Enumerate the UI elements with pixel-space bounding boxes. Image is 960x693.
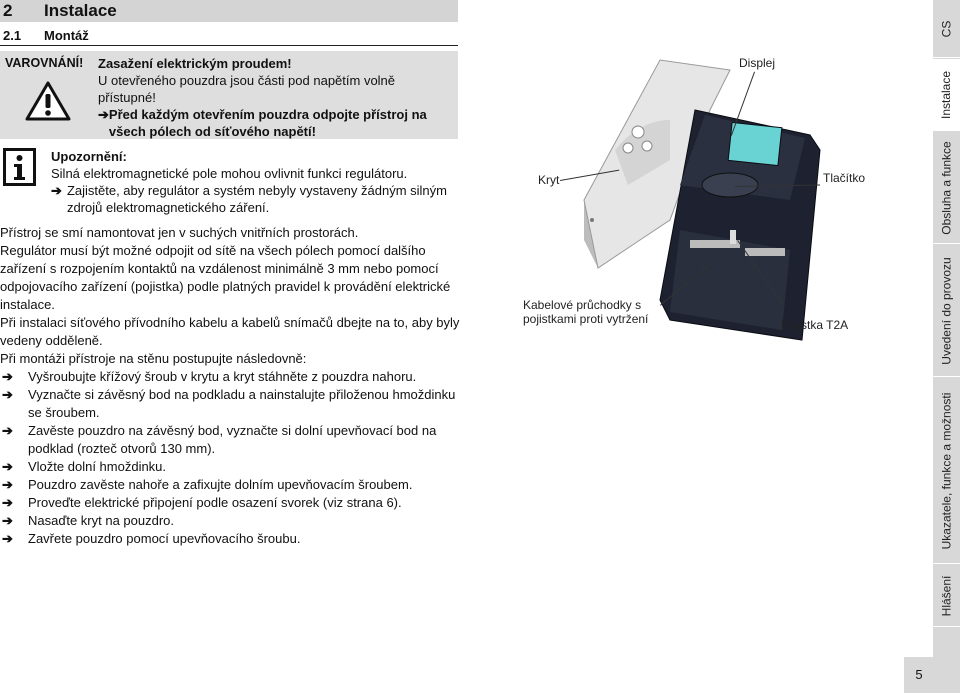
note-heading: Upozornění: [51, 149, 127, 164]
chapter-title: Instalace [44, 1, 117, 20]
main-text [0, 224, 460, 548]
label-cover: Kryt [538, 173, 560, 187]
warning-triangle-icon [25, 81, 71, 121]
arrow-icon: ➔ [2, 495, 13, 510]
warning-instruction: Před každým otevřením pouzdra odpojte přístroj na všech pólech od síťového napětí! [108, 107, 427, 139]
label-fuse: Pojistka T2A [781, 318, 849, 332]
step-item [0, 512, 460, 530]
chapter-number: 2 [3, 1, 13, 20]
step-item [0, 368, 460, 386]
step-text: Zavěste pouzdro na závěsný bod, vyznačte si dolní upevňovací bod na podklad (rozteč otvorů 130 mm). [28, 423, 437, 456]
tab-label: Instalace [939, 70, 954, 119]
chapter-heading [0, 0, 458, 22]
arrow-icon: ➔ [2, 369, 13, 384]
note-instruction: Zajistěte, aby regulátor a systém nebyly vystaveny žádným silným zdrojů elektromagnetického záření. [66, 183, 447, 215]
step-item [0, 494, 460, 512]
paragraph: Přístroj se smí namontovat jen v suchých vnitřních prostorách. [0, 225, 359, 240]
step-item [0, 386, 460, 422]
warning-text: U otevřeného pouzdra jsou části pod napětím volně přístupné! [98, 73, 396, 105]
section-number: 2.1 [3, 28, 22, 43]
tab-label: Hlášení [939, 575, 954, 616]
warning-heading: Zasažení elektrickým proudem! [98, 56, 292, 71]
tab-cs[interactable] [933, 0, 960, 58]
step-text: Proveďte elektrické připojení podle osazení svorek (viz strana 6). [28, 495, 402, 510]
step-item [0, 476, 460, 494]
step-text: Nasaďte kryt na pouzdro. [28, 513, 175, 528]
step-item [0, 530, 460, 548]
arrow-icon: ➔ [51, 183, 62, 198]
tab-indicators[interactable] [933, 378, 960, 564]
warning-label: VAROVNÁNÍ! [5, 56, 84, 70]
info-icon [3, 148, 36, 186]
arrow-icon: ➔ [98, 107, 109, 122]
tab-operation[interactable] [933, 132, 960, 244]
section-title: Montáž [44, 28, 89, 43]
label-display: Displej [739, 56, 776, 70]
tab-commissioning[interactable] [933, 245, 960, 377]
tab-label: Uvedení do provozu [939, 256, 954, 365]
tab-label: CS [939, 20, 954, 37]
step-text: Vyznačte si závěsný bod na podkladu a nainstalujte přiloženou hmoždinku se šroubem. [28, 387, 456, 420]
step-item [0, 458, 460, 476]
label-cable-glands: Kabelové průchodky s pojistkami proti vytržení [523, 298, 649, 326]
paragraph: Regulátor musí být možné odpojit od sítě na všech pólech pomocí dalšího zařízení s rozpojením kontaktů na vzdálenost minimálně 3 mm nebo pomocí odpojovacího zařízení (pojistka) podle platných pravidel k provádění elektrické instalace. [0, 243, 451, 312]
arrow-icon: ➔ [2, 423, 13, 438]
note-text: Silná elektromagnetické pole mohou ovlivnit funkci regulátoru. [51, 166, 408, 181]
warning-box [0, 51, 458, 139]
step-item [0, 422, 460, 458]
tab-label: Ukazatele, funkce a možnosti [939, 392, 954, 549]
arrow-icon: ➔ [2, 459, 13, 474]
paragraph: Při instalaci síťového přívodního kabelu a kabelů snímačů dbejte na to, aby byly vedeny odděleně. [0, 315, 460, 348]
step-text: Vložte dolní hmoždinku. [28, 459, 167, 474]
tab-installation[interactable] [933, 59, 960, 131]
arrow-icon: ➔ [2, 387, 13, 402]
section-heading [0, 26, 458, 46]
tab-label: Obsluha a funkce [939, 140, 954, 235]
paragraph: Při montáži přístroje na stěnu postupujte následovně: [0, 351, 307, 366]
step-text: Pouzdro zavěste nahoře a zafixujte dolním upevňovacím šroubem. [28, 477, 413, 492]
step-text: Zavřete pouzdro pomocí upevňovacího šroubu. [28, 531, 301, 546]
step-text: Vyšroubujte křížový šroub v krytu a kryt stáhněte z pouzdra nahoru. [28, 369, 417, 384]
arrow-icon: ➔ [2, 477, 13, 492]
page-number: 5 [904, 657, 934, 693]
arrow-icon: ➔ [2, 513, 13, 528]
arrow-icon: ➔ [2, 531, 13, 546]
tab-messages[interactable] [933, 565, 960, 627]
label-button: Tlačítko [823, 171, 866, 185]
